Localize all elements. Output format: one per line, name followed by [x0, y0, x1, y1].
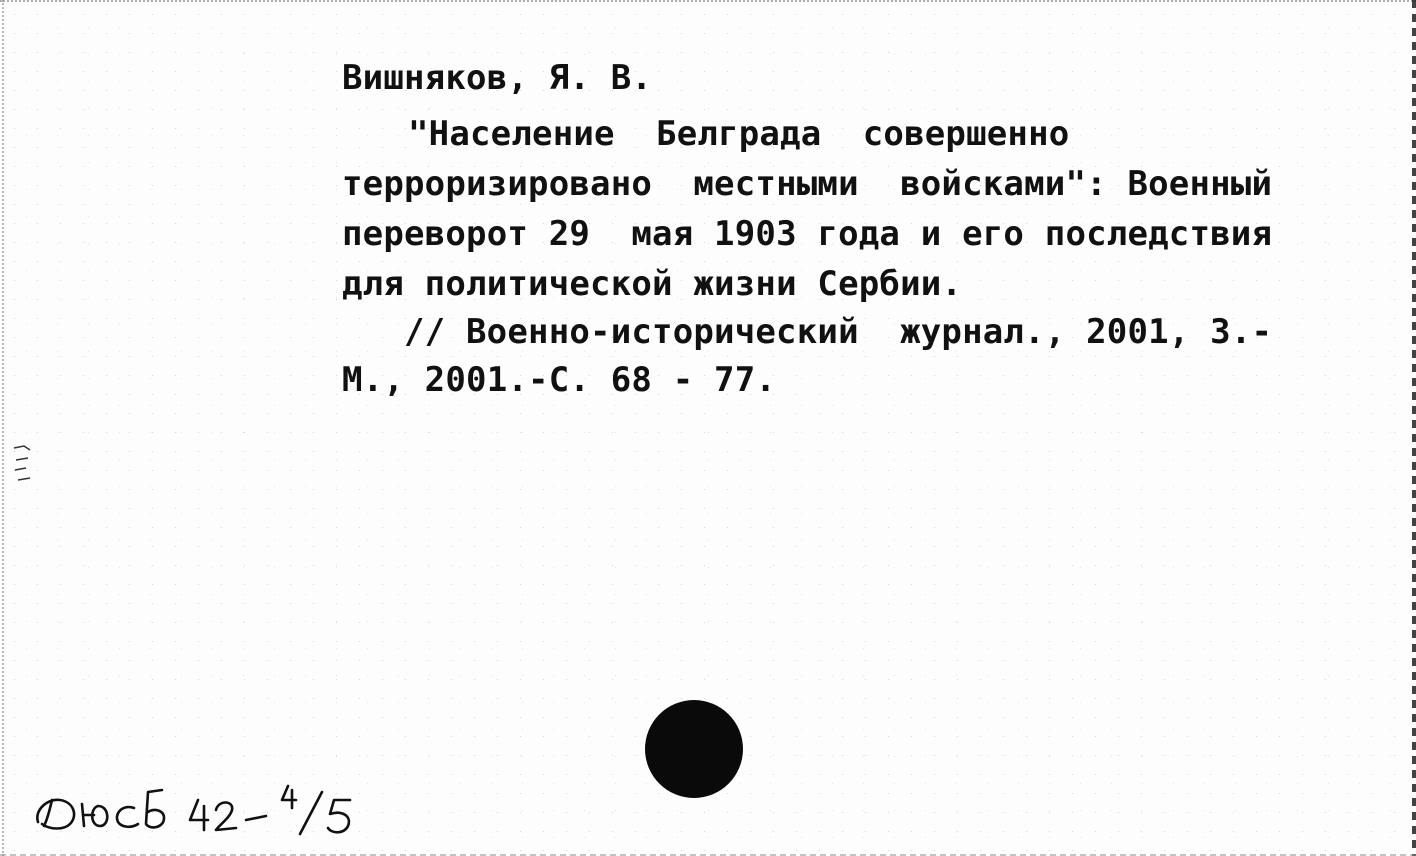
title-line-3: переворот 29 мая 1903 года и его последствия: [342, 214, 1273, 254]
scan-mark: [10, 440, 50, 490]
shelfmark-handwritten: [30, 770, 430, 840]
punch-hole: [645, 700, 743, 798]
author-line: Вишняков, Я. В.: [342, 58, 653, 98]
source-line-1: // Военно-исторический журнал., 2001, 3.-: [404, 312, 1273, 352]
card-edge-right: [1412, 0, 1416, 856]
title-line-1: "Население Белграда совершенно: [408, 114, 1070, 154]
source-line-2: М., 2001.-С. 68 - 77.: [342, 360, 777, 400]
card-edge-bottom: [0, 851, 1416, 856]
title-line-2: терроризировано местными войсками": Военный: [342, 164, 1273, 204]
card-edge-left: [2, 0, 7, 856]
card-edge-top: [0, 0, 1416, 8]
title-line-4: для политической жизни Сербии.: [342, 264, 963, 304]
